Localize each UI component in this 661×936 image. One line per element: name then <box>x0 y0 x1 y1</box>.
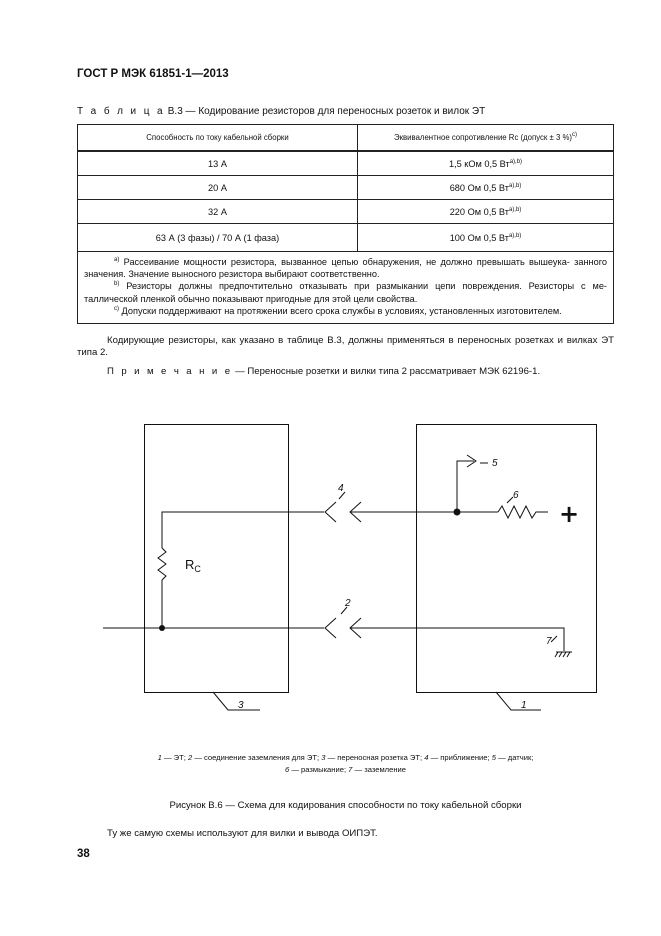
cable-socket-box <box>145 425 289 693</box>
figure-caption: Рисунок В.6 — Схема для кодирования способности по току кабельной сборки <box>169 800 522 811</box>
note-text: — Переносные розетки и вилки типа 2 рассматривает МЭК 62196-1. <box>232 366 541 377</box>
table-note: $^{c)}$ Допуски поддерживают на протяжении всего срока службы в условиях, установленных изготовителем. <box>114 305 562 316</box>
page-number: 38 <box>77 848 90 860</box>
leader-line-3 <box>213 692 260 710</box>
ground-wire-right <box>350 628 564 651</box>
figure-legend <box>77 752 614 776</box>
resistor-rc-label: $R_C$ <box>185 557 201 574</box>
cell-capacity: 63 А (3 фазы) / 70 А (1 фаза) <box>78 224 358 252</box>
note-prefix: П р и м е ч а н и е <box>107 366 233 377</box>
cell-capacity: 20 А <box>78 176 358 200</box>
sensor-wire <box>457 461 474 512</box>
cell-resistance: 1,5 кОм 0,5 $Вт^{a),b)}$ <box>358 151 614 176</box>
document-standard-header: ГОСТ Р МЭК 61851-1—2013 <box>77 68 229 80</box>
resistor-6 <box>498 506 548 518</box>
leader-line-1 <box>496 692 541 710</box>
plus-terminal-icon: + <box>559 500 580 528</box>
table-caption-text: В.3 — Кодирование резисторов для переносных розеток и вилок ЭТ <box>164 106 486 117</box>
paragraph-oipet: Ту же самую схемы используют для вилки и вывода ОИПЭТ. <box>107 828 378 839</box>
cell-capacity: 13 А <box>78 151 358 176</box>
legend-line: 6 — размыкание; 7 — заземление <box>285 765 406 774</box>
label-5: 5 <box>492 458 498 469</box>
header-footnote-mark: c) <box>571 132 577 138</box>
label-4: 4 <box>338 483 344 494</box>
label-7: 7 <box>546 636 552 647</box>
contact-2-chevron <box>325 618 336 638</box>
contact-4-chevron <box>325 502 336 522</box>
header-resistance: Эквивалентное сопротивление Rc (допуск ± 3 %)$^{c)}$ <box>358 125 614 152</box>
legend-line: 1 — ЭТ; 2 — соединение заземления для ЭТ; 3 — переносная розетка ЭТ; 4 — приближение; 5 — датчик; <box>157 753 534 762</box>
junction-dot <box>454 509 461 516</box>
label-6: 6 <box>513 490 519 501</box>
resistor-rc <box>158 548 166 580</box>
label-3: 3 <box>238 700 244 711</box>
cell-resistance: 220 Ом 0,5 $Вт^{a),b)}$ <box>358 200 614 224</box>
cell-resistance: 680 Ом 0,5 $Вт^{a),b)}$ <box>358 176 614 200</box>
table-caption-prefix: Т а б л и ц а <box>77 106 165 117</box>
label-1: 1 <box>521 700 527 711</box>
pilot-wire-left <box>162 512 324 548</box>
junction-dot <box>159 625 165 631</box>
table-note: $^{b)}$ Резисторы должны предпочтительно отказывать при размыкании цепи повреждения. Резисторы с ме- таллической пленкой обычно показывают пригодные для этой цели свойства. <box>84 281 607 304</box>
cell-capacity: 32 А <box>78 200 358 224</box>
paragraph-coding-resistors: Кодирующие резисторы, как указано в таблице В.3, должны применяться в переносных розетках и вилках ЭТ типа 2. <box>77 335 614 358</box>
cell-resistance: 100 Ом 0,5 $Вт^{a),b)}$ <box>358 224 614 252</box>
table-note: $^{a)}$ Рассеивание мощности резистора, вызванное цепью обнаружения, не должно превышать вышеука- занного значения. Значение выносного резистора выбирают соответственно. <box>84 257 607 280</box>
label-2: 2 <box>345 598 351 609</box>
header-capacity: Способность по току кабельной сборки <box>78 125 358 152</box>
leader-line-7 <box>551 636 557 642</box>
